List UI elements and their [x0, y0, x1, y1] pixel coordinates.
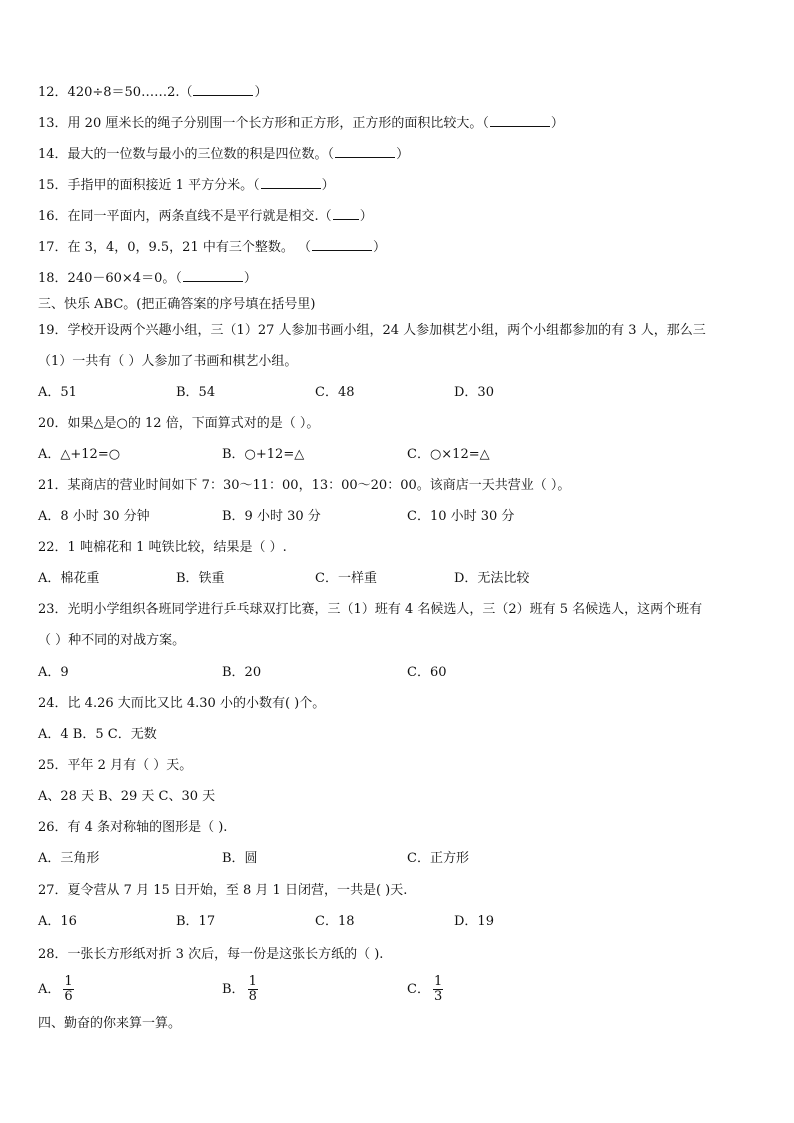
question-25: 25．平年 2 月有（ ）天。 [38, 758, 193, 773]
option-b[interactable]: B．圆 [222, 851, 258, 866]
option-d[interactable]: D．19 [454, 914, 494, 929]
option-c[interactable]: C．一样重 [315, 571, 377, 586]
fraction: $\frac{1}{8}$ [248, 974, 257, 1004]
fraction: $\frac{1}{3}$ [433, 974, 443, 1004]
question-25-options[interactable]: A、28 天 B、29 天 C、30 天 [38, 789, 216, 804]
option-b[interactable]: B．铁重 [176, 571, 225, 586]
fraction: $\frac{1}{6}$ [64, 974, 73, 1004]
question-22: 22．1 吨棉花和 1 吨铁比较，结果是（ ）. [38, 540, 287, 555]
question-24-options[interactable]: A．4 B．5 C．无数 [38, 727, 157, 742]
answer-blank[interactable] [261, 176, 321, 189]
question-19-line1: 19．学校开设两个兴趣小组，三（1）27 人参加书画小组，24 人参加棋艺小组，两个小组都参加的有 3 人，那么三 [38, 323, 706, 338]
option-b[interactable]: B．54 [176, 385, 216, 400]
question-28: 28．一张长方形纸对折 3 次后，每一份是这张长方纸的（ ). [38, 947, 384, 962]
option-b[interactable]: B．○+12=△ [222, 447, 305, 462]
option-b[interactable]: B．9 小时 30 分 [222, 509, 321, 524]
option-c[interactable]: C．48 [315, 385, 355, 400]
section-heading-4: 四、勤奋的你来算一算。 [38, 1016, 182, 1031]
option-c[interactable]: C．○×12=△ [407, 447, 490, 462]
answer-blank[interactable] [312, 238, 372, 251]
option-c[interactable]: C．正方形 [407, 851, 469, 866]
option-a[interactable]: A．8 小时 30 分钟 [38, 509, 150, 524]
option-b[interactable]: B． $\frac{1}{8}$ [222, 974, 257, 1004]
option-a[interactable]: A．三角形 [38, 851, 100, 866]
option-c[interactable]: C．10 小时 30 分 [407, 509, 515, 524]
question-16: 16．在同一平面内，两条直线不是平行就是相交.（ ） [38, 209, 373, 224]
option-a[interactable]: A．9 [38, 665, 69, 680]
option-c[interactable]: C．60 [407, 665, 447, 680]
section-heading-3: 三、快乐 ABC。(把正确答案的序号填在括号里) [38, 297, 316, 312]
option-c[interactable]: C． $\frac{1}{3}$ [407, 974, 443, 1004]
option-b[interactable]: B．20 [222, 665, 262, 680]
answer-blank[interactable] [193, 83, 253, 96]
question-26: 26．有 4 条对称轴的图形是（ ). [38, 820, 228, 835]
option-d[interactable]: D．30 [454, 385, 494, 400]
option-c[interactable]: C．18 [315, 914, 355, 929]
question-12: 12．420÷8＝50……2.（ ） [38, 85, 268, 100]
question-19-line2: （1）一共有（ ）人参加了书画和棋艺小组。 [38, 354, 298, 369]
question-23-line2: （ ）种不同的对战方案。 [38, 633, 186, 648]
option-a[interactable]: A．△+12=○ [38, 447, 121, 462]
option-d[interactable]: D．无法比较 [454, 571, 530, 586]
option-a[interactable]: A．16 [38, 914, 77, 929]
question-20: 20．如果△是○的 12 倍，下面算式对的是（ ）。 [38, 416, 320, 431]
question-23-line1: 23．光明小学组织各班同学进行乒乓球双打比赛，三（1）班有 4 名候选人，三（2）班有 5 名候选人，这两个班有 [38, 602, 703, 617]
question-13: 13．用 20 厘米长的绳子分别围一个长方形和正方形，正方形的面积比较大。（ ） [38, 116, 564, 131]
question-15: 15．手指甲的面积接近 1 平方分米。（ ） [38, 178, 335, 193]
answer-blank[interactable] [490, 114, 550, 127]
option-b[interactable]: B．17 [176, 914, 216, 929]
question-21: 21．某商店的营业时间如下 7：30～11：00，13：00～20：00。该商店一天共营业（ ）。 [38, 478, 571, 493]
answer-blank[interactable] [183, 269, 243, 282]
question-14: 14．最大的一位数与最小的三位数的积是四位数。（ ） [38, 147, 410, 162]
question-24: 24．比 4.26 大而比又比 4.30 小的小数有( )个。 [38, 696, 326, 711]
option-a[interactable]: A．棉花重 [38, 571, 100, 586]
option-a[interactable]: A． $\frac{1}{6}$ [38, 974, 73, 1004]
answer-blank[interactable] [335, 145, 395, 158]
question-27: 27．夏令营从 7 月 15 日开始，至 8 月 1 日闭营，一共是( )天. [38, 883, 408, 898]
answer-blank[interactable] [333, 207, 359, 220]
question-18: 18．240－60×4＝0。（ ） [38, 271, 257, 286]
option-a[interactable]: A．51 [38, 385, 77, 400]
question-17: 17．在 3，4，0，9.5，21 中有三个整数。 （ ） [38, 240, 386, 255]
